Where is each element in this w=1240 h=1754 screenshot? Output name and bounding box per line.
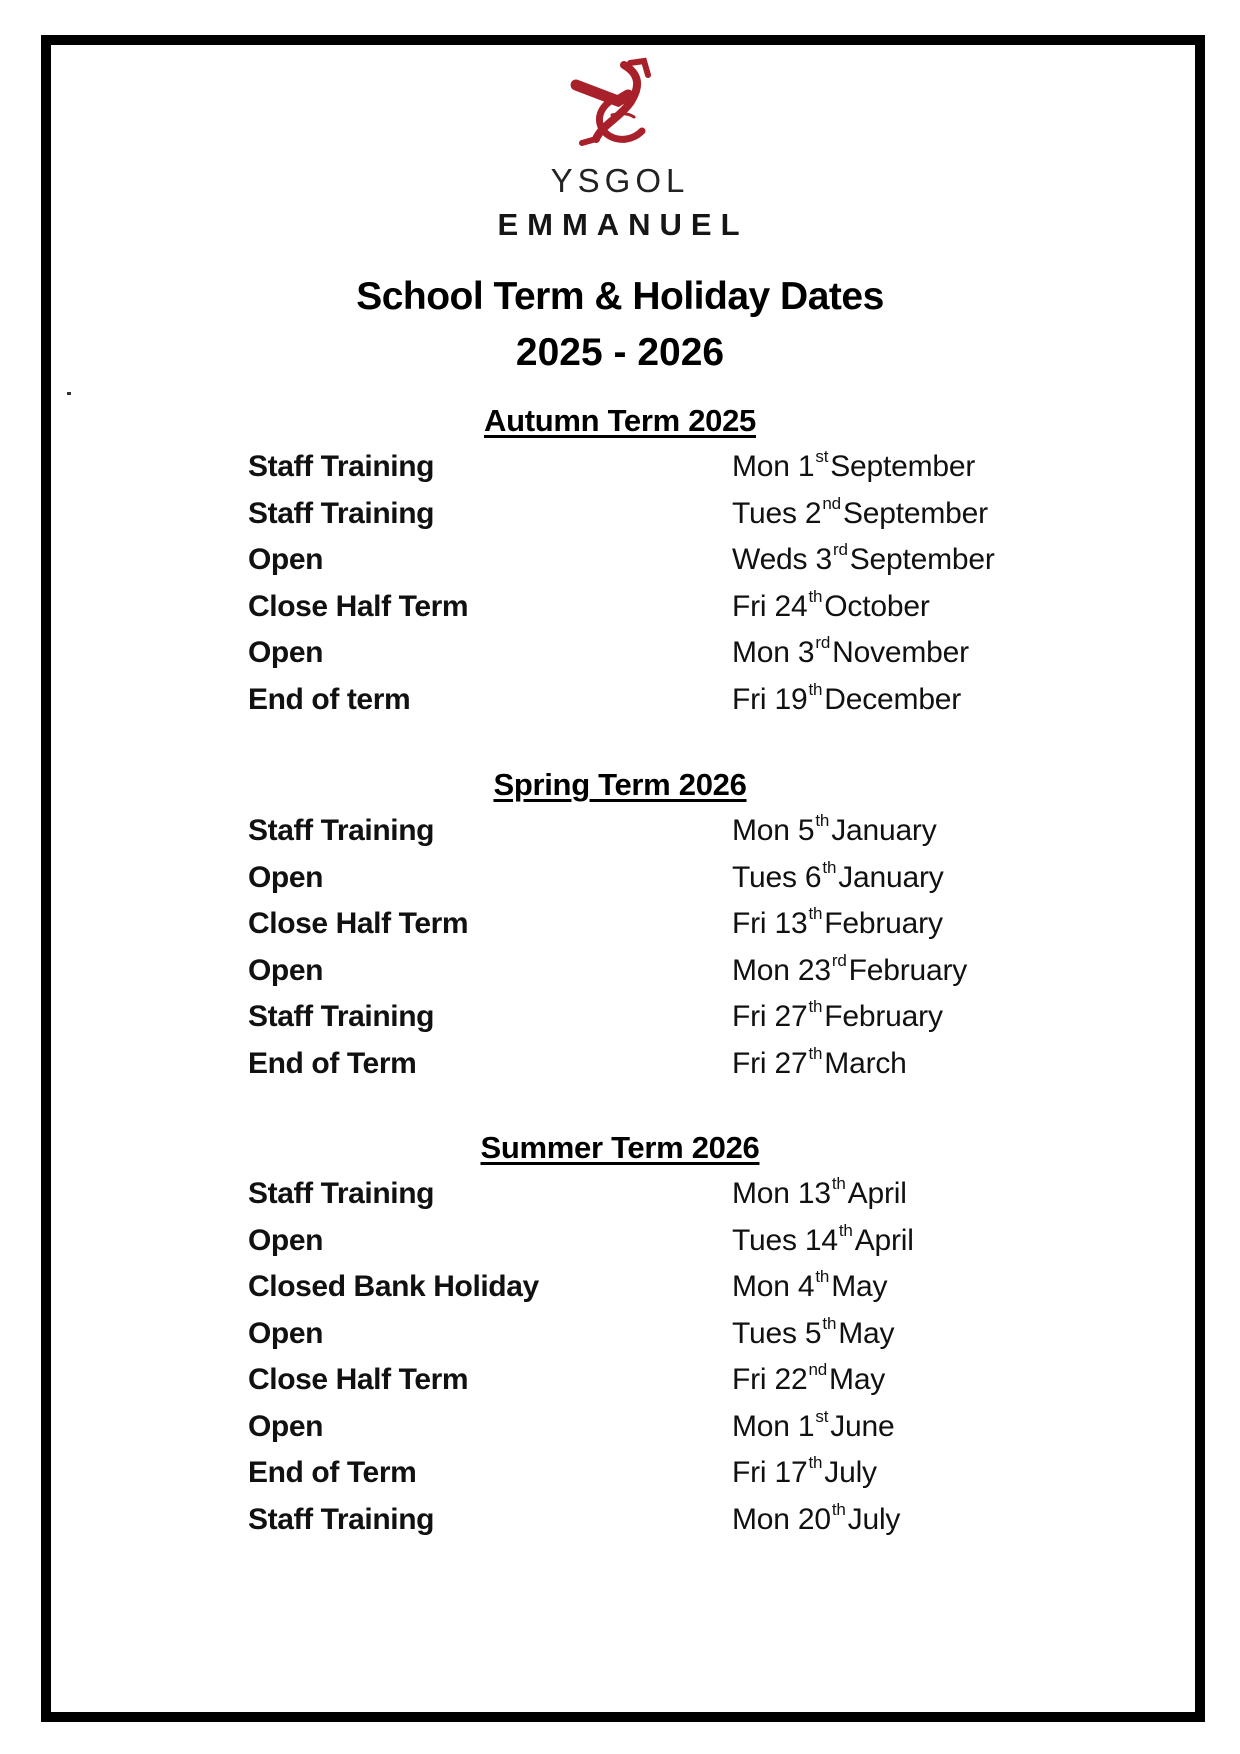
date-day: Fri: [732, 589, 767, 623]
date-ordinal-suffix: th: [808, 997, 823, 1016]
date-number: 2: [804, 496, 822, 530]
date-ordinal-suffix: th: [808, 679, 823, 699]
date-ordinal-suffix: th: [822, 1313, 837, 1333]
event-label: Open: [248, 860, 324, 894]
date-row: [0, 901, 1240, 948]
event-date: [732, 1450, 877, 1497]
date-row: [0, 630, 1240, 677]
event-label: Open: [248, 636, 324, 669]
date-day: Fri: [732, 1000, 767, 1033]
event-label: Close Half Term: [248, 907, 469, 940]
date-row: [0, 948, 1240, 995]
date-row: [0, 1218, 1240, 1265]
event-date: [732, 994, 943, 1041]
term-heading: Autumn Term 2025: [484, 403, 756, 438]
term-section-spring: [0, 762, 1240, 1087]
date-row: [0, 1450, 1240, 1497]
date-day: Fri: [732, 1046, 767, 1080]
event-label: Staff Training: [248, 814, 435, 847]
school-name-line1: YSGOL: [550, 162, 690, 199]
date-number: 17: [774, 1456, 808, 1489]
date-row: [0, 1497, 1240, 1544]
date-row: [0, 808, 1240, 855]
event-date: [732, 444, 975, 491]
date-ordinal-suffix: th: [831, 1174, 846, 1193]
date-day: Mon: [732, 953, 790, 987]
event-label: Staff Training: [248, 1502, 435, 1536]
date-month: May: [831, 1270, 888, 1303]
event-date: [732, 677, 961, 724]
date-row: [0, 491, 1240, 538]
date-number: 22: [774, 1363, 808, 1396]
event-date: [732, 491, 988, 538]
date-row: [0, 1357, 1240, 1404]
date-row: [0, 855, 1240, 902]
date-day: Mon: [732, 1502, 790, 1536]
event-date: [732, 855, 944, 902]
date-ordinal-suffix: th: [808, 1043, 823, 1063]
date-day: Tues: [732, 496, 797, 530]
date-row: [0, 1311, 1240, 1358]
date-month: September: [830, 450, 976, 483]
event-label: End of term: [248, 682, 411, 716]
school-name-line2: EMMANUEL: [497, 207, 749, 242]
date-month: February: [824, 907, 943, 940]
date-row: [0, 584, 1240, 631]
event-date: [732, 1357, 885, 1404]
date-row: [0, 537, 1240, 584]
school-crest-icon: [568, 55, 656, 147]
date-number: 3: [797, 636, 815, 669]
term-rows: [0, 808, 1240, 1087]
date-month: April: [847, 1177, 907, 1210]
term-rows: [0, 444, 1240, 723]
date-month: January: [838, 860, 944, 894]
date-month: February: [824, 1000, 943, 1033]
date-month: May: [829, 1363, 886, 1396]
date-month: October: [824, 589, 930, 623]
term-heading: Summer Term 2026: [480, 1130, 760, 1165]
event-label: Close Half Term: [248, 1363, 469, 1396]
date-month: February: [848, 953, 968, 987]
date-ordinal-suffix: rd: [831, 950, 847, 970]
date-month: April: [854, 1223, 914, 1257]
event-date: [732, 1171, 907, 1218]
date-ordinal-suffix: th: [815, 811, 830, 830]
date-ordinal-suffix: nd: [822, 493, 841, 513]
date-ordinal-suffix: th: [815, 1267, 830, 1286]
event-date: [732, 537, 995, 584]
date-number: 14: [804, 1223, 838, 1257]
date-ordinal-suffix: rd: [815, 633, 831, 652]
date-number: 27: [774, 1000, 808, 1033]
date-number: 19: [774, 682, 808, 716]
date-ordinal-suffix: th: [808, 1453, 823, 1472]
date-month: May: [838, 1316, 895, 1350]
event-date: [732, 1041, 907, 1088]
date-ordinal-suffix: th: [808, 904, 823, 923]
date-day: Mon: [732, 450, 790, 483]
date-month: March: [824, 1046, 907, 1080]
date-row: [0, 1404, 1240, 1451]
date-ordinal-suffix: th: [808, 586, 823, 606]
event-date: [732, 1497, 900, 1544]
event-label: Staff Training: [248, 1000, 435, 1033]
date-ordinal-suffix: th: [838, 1220, 853, 1240]
date-row: [0, 1264, 1240, 1311]
event-label: Closed Bank Holiday: [248, 1270, 539, 1303]
event-label: Open: [248, 1316, 324, 1350]
event-label: Staff Training: [248, 450, 435, 483]
event-label: Open: [248, 543, 324, 576]
event-label: Open: [248, 1223, 324, 1257]
date-row: [0, 1171, 1240, 1218]
date-day: Tues: [732, 1316, 797, 1350]
date-number: 5: [804, 1316, 822, 1350]
term-rows: [0, 1171, 1240, 1543]
date-day: Fri: [732, 1456, 767, 1489]
date-ordinal-suffix: st: [815, 447, 829, 466]
date-day: Fri: [732, 907, 767, 940]
date-day: Mon: [732, 1409, 790, 1443]
date-ordinal-suffix: nd: [808, 1360, 828, 1379]
date-month: September: [849, 543, 995, 576]
date-row: [0, 994, 1240, 1041]
event-date: [732, 808, 937, 855]
date-day: Weds: [732, 543, 808, 576]
event-date: [732, 1404, 895, 1451]
date-number: 13: [797, 1177, 831, 1210]
date-day: Mon: [732, 814, 790, 847]
event-label: Close Half Term: [248, 589, 469, 623]
event-date: [732, 630, 969, 677]
date-number: 27: [774, 1046, 808, 1080]
date-number: 13: [774, 907, 808, 940]
date-ordinal-suffix: rd: [832, 540, 848, 559]
event-date: [732, 948, 967, 995]
date-ordinal-suffix: st: [815, 1406, 829, 1426]
event-date: [732, 1218, 914, 1265]
date-ordinal-suffix: th: [822, 857, 837, 877]
date-day: Tues: [732, 860, 797, 894]
event-label: End of Term: [248, 1456, 417, 1489]
date-day: Fri: [732, 682, 767, 716]
date-month: July: [847, 1502, 901, 1536]
stray-mark: [67, 392, 71, 395]
event-date: [732, 1264, 887, 1311]
date-day: Mon: [732, 636, 790, 669]
date-number: 24: [774, 589, 808, 623]
date-day: Tues: [732, 1223, 797, 1257]
event-label: End of Term: [248, 1046, 417, 1080]
date-day: Mon: [732, 1270, 790, 1303]
date-row: [0, 444, 1240, 491]
date-number: 1: [797, 450, 815, 483]
date-number: 23: [797, 953, 831, 987]
date-number: 1: [797, 1409, 815, 1443]
event-label: Staff Training: [248, 1177, 435, 1210]
event-label: Open: [248, 1409, 324, 1443]
date-number: 20: [797, 1502, 831, 1536]
date-row: [0, 1041, 1240, 1088]
date-month: December: [824, 682, 962, 716]
date-ordinal-suffix: th: [831, 1499, 846, 1519]
date-number: 3: [815, 543, 832, 576]
academic-year: 2025 - 2026: [515, 331, 725, 374]
term-section-autumn: [0, 398, 1240, 723]
event-date: [732, 901, 943, 948]
date-month: July: [824, 1456, 877, 1489]
date-month: November: [832, 636, 969, 669]
date-row: [0, 677, 1240, 724]
term-section-summer: [0, 1125, 1240, 1543]
date-day: Fri: [732, 1363, 767, 1396]
date-day: Mon: [732, 1177, 790, 1210]
date-month: January: [831, 814, 937, 847]
event-label: Staff Training: [248, 496, 435, 530]
event-date: [732, 1311, 894, 1358]
date-number: 6: [804, 860, 822, 894]
event-date: [732, 584, 930, 631]
page-title: School Term & Holiday Dates: [356, 275, 884, 318]
date-month: September: [842, 496, 988, 530]
date-number: 4: [797, 1270, 815, 1303]
event-label: Open: [248, 953, 324, 987]
date-number: 5: [797, 814, 815, 847]
date-month: June: [830, 1409, 895, 1443]
term-heading: Spring Term 2026: [493, 767, 747, 802]
